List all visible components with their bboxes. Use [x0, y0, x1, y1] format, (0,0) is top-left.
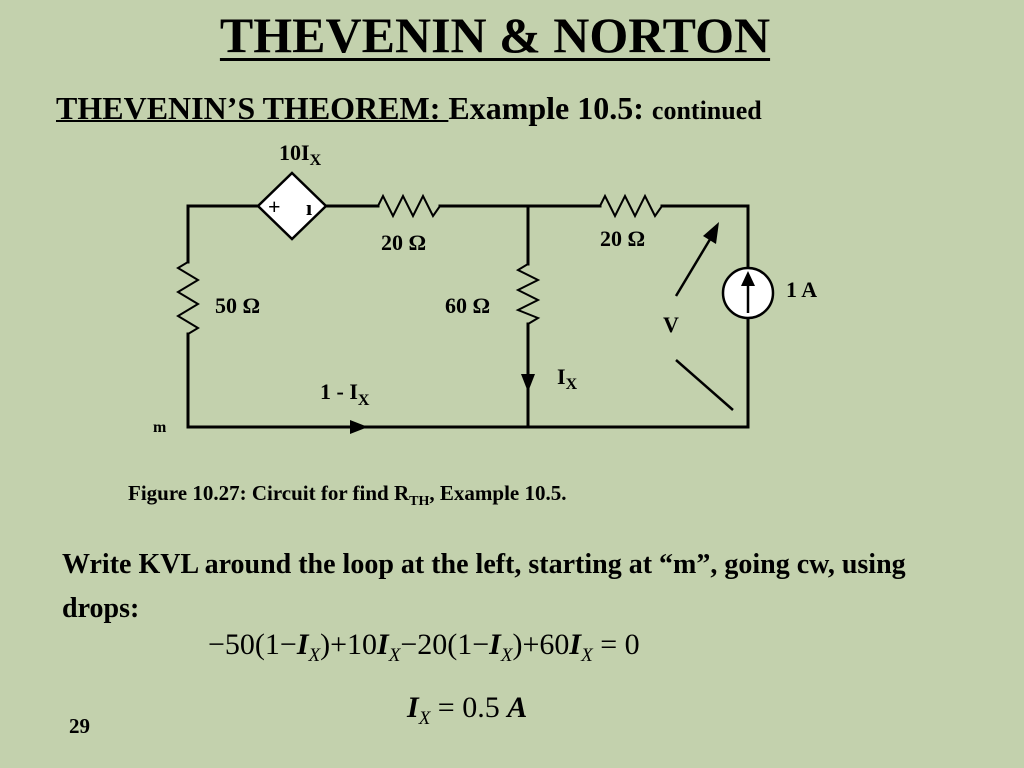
subtitle-continued: continued [651, 96, 762, 125]
resistor-top-right-label: 20 Ω [600, 226, 646, 251]
current-source-label: 1 A [786, 277, 818, 302]
current-source-icon [723, 268, 773, 318]
resistor-middle-icon [518, 264, 538, 324]
resistor-top-left-label: 20 Ω [381, 230, 427, 255]
kvl-equation: $-50(1-I_X)+10I_X-20(1-I_X)+60I_X = 0$ [208, 628, 640, 666]
ix-label: $I_X$ [557, 364, 578, 393]
resistor-middle-label: 60 Ω [445, 293, 491, 318]
page-number: 29 [69, 714, 90, 738]
voltage-arrow-icon [676, 222, 719, 296]
slide-title: THEVENIN & NORTON [219, 7, 771, 63]
subtitle-theorem: THEVENIN’S THEOREM: [56, 90, 449, 126]
resistor-top-left-icon [378, 196, 440, 216]
voltage-label: V [663, 312, 679, 337]
resistor-left-label: 50 Ω [215, 293, 261, 318]
dependent-source-label: $10I_X$ [279, 140, 322, 169]
dependent-source-icon [258, 173, 326, 239]
kvl-instruction: Write KVL around the loop at the left, starting at “m”, going cw, using drops: [62, 549, 906, 624]
resistor-top-right-icon [600, 196, 662, 216]
ix-arrow-icon [521, 374, 535, 392]
plus-sign: + [268, 194, 281, 219]
minus-sign: ı [306, 195, 313, 220]
ix-result-equation: $I_X = 0.5$ A [407, 691, 528, 729]
subtitle-example: Example 10.5: [448, 90, 644, 126]
node-m-label: m [153, 419, 167, 436]
resistor-left-icon [178, 262, 198, 334]
loop-current-arrow-icon [350, 420, 368, 434]
loop-current-label: $1 - I_X$ [320, 379, 370, 409]
voltage-lower-lead [676, 360, 733, 410]
figure-caption: Figure 10.27: Circuit for find $R_{TH}$, Example 10.5. [128, 481, 567, 510]
